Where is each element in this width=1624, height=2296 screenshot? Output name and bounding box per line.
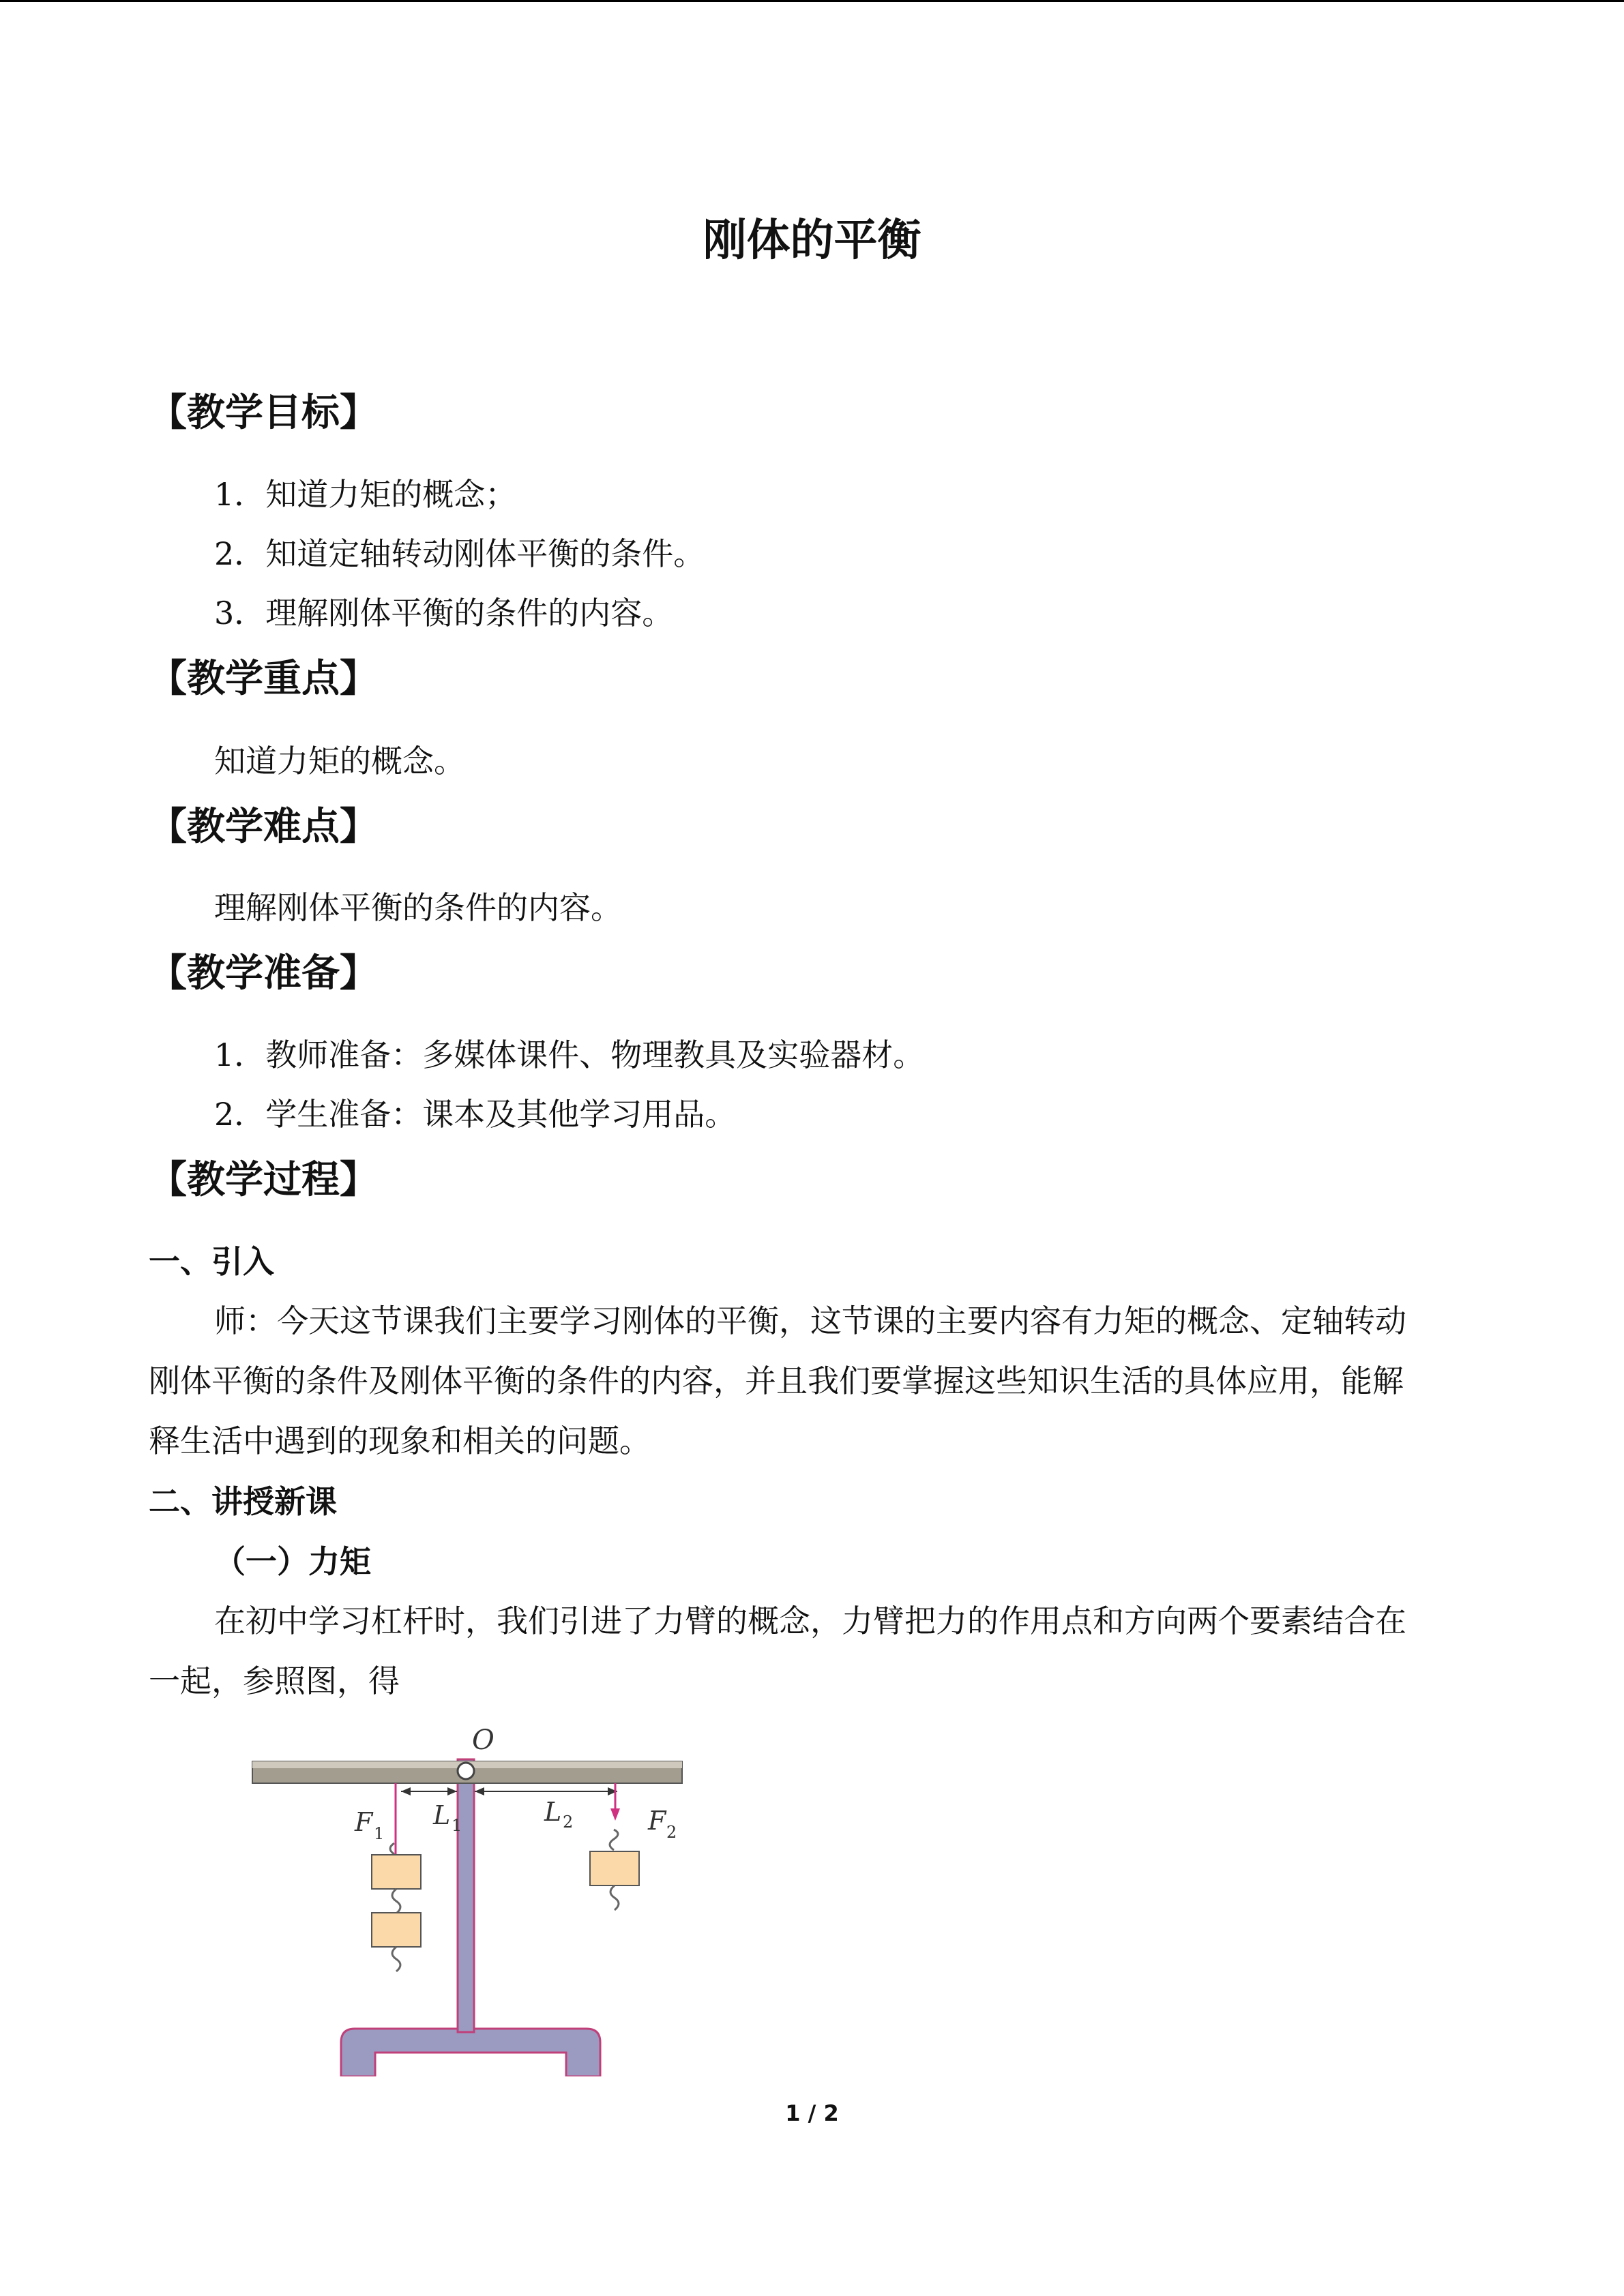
intro-paragraph-line: 刚体平衡的条件及刚体平衡的条件的内容，并且我们要掌握这些知识生活的具体应用，能解: [149, 1362, 1404, 1399]
f1-label: F: [355, 1807, 373, 1837]
objectives-heading: 【教学目标】: [149, 391, 378, 435]
hook-icon: [392, 1889, 400, 1913]
torque-paragraph-line: 一起，参照图，得: [149, 1663, 400, 1699]
page-number: 1 / 2: [785, 2100, 839, 2126]
weight-block: [372, 1855, 421, 1889]
l2-subscript: 2: [563, 1813, 574, 1832]
lever-balance-figure: [246, 1708, 689, 2076]
objective-item: 3．理解刚体平衡的条件的内容。: [214, 595, 674, 631]
torque-subheading: （一）力矩: [214, 1543, 371, 1580]
top-border: [0, 0, 1624, 2]
f2-subscript: 2: [666, 1823, 677, 1842]
weight-block: [590, 1851, 639, 1885]
pivot-label: O: [472, 1725, 494, 1756]
hook-icon: [610, 1830, 618, 1850]
intro-paragraph-line: 释生活中遇到的现象和相关的问题。: [149, 1422, 651, 1459]
page-title: 刚体的平衡: [703, 215, 921, 266]
l2-arrow-left: [475, 1787, 484, 1795]
f1-subscript: 1: [374, 1824, 385, 1843]
difficulty-text: 理解刚体平衡的条件的内容。: [214, 889, 622, 926]
intro-paragraph-line: 师：今天这节课我们主要学习刚体的平衡，这节课的主要内容有力矩的概念、定轴转动: [214, 1302, 1406, 1339]
preparation-item: 2．学生准备：课本及其他学习用品。: [214, 1096, 737, 1133]
key-point-heading: 【教学重点】: [149, 657, 378, 701]
stand-base: [341, 2029, 600, 2076]
hook-icon: [610, 1885, 619, 1910]
objective-item: 1．知道力矩的概念；: [214, 476, 517, 513]
intro-heading: 一、引入: [149, 1243, 274, 1280]
f2-arrowhead: [610, 1808, 620, 1821]
stand-post: [458, 1759, 474, 2032]
l1-arrow-right: [447, 1787, 457, 1795]
objective-item: 2．知道定轴转动刚体平衡的条件。: [214, 535, 705, 572]
weight-block: [372, 1913, 421, 1947]
l1-label: L: [433, 1800, 451, 1830]
pivot-point: [458, 1763, 474, 1779]
hook-icon: [392, 1947, 400, 1971]
process-heading: 【教学过程】: [149, 1158, 378, 1202]
new-lesson-heading: 二、讲授新课: [149, 1483, 337, 1520]
difficulty-heading: 【教学难点】: [149, 805, 378, 849]
preparation-item: 1．教师准备：多媒体课件、物理教具及实验器材。: [214, 1037, 925, 1073]
hook-icon: [390, 1843, 394, 1854]
l1-subscript: 1: [452, 1816, 462, 1835]
preparation-heading: 【教学准备】: [149, 951, 378, 996]
l1-arrow-left: [401, 1787, 411, 1795]
f2-label: F: [648, 1806, 666, 1836]
torque-paragraph-line: 在初中学习杠杆时，我们引进了力臂的概念，力臂把力的作用点和方向两个要素结合在: [214, 1602, 1406, 1639]
l2-label: L: [544, 1797, 562, 1827]
key-point-text: 知道力矩的概念。: [214, 743, 465, 779]
